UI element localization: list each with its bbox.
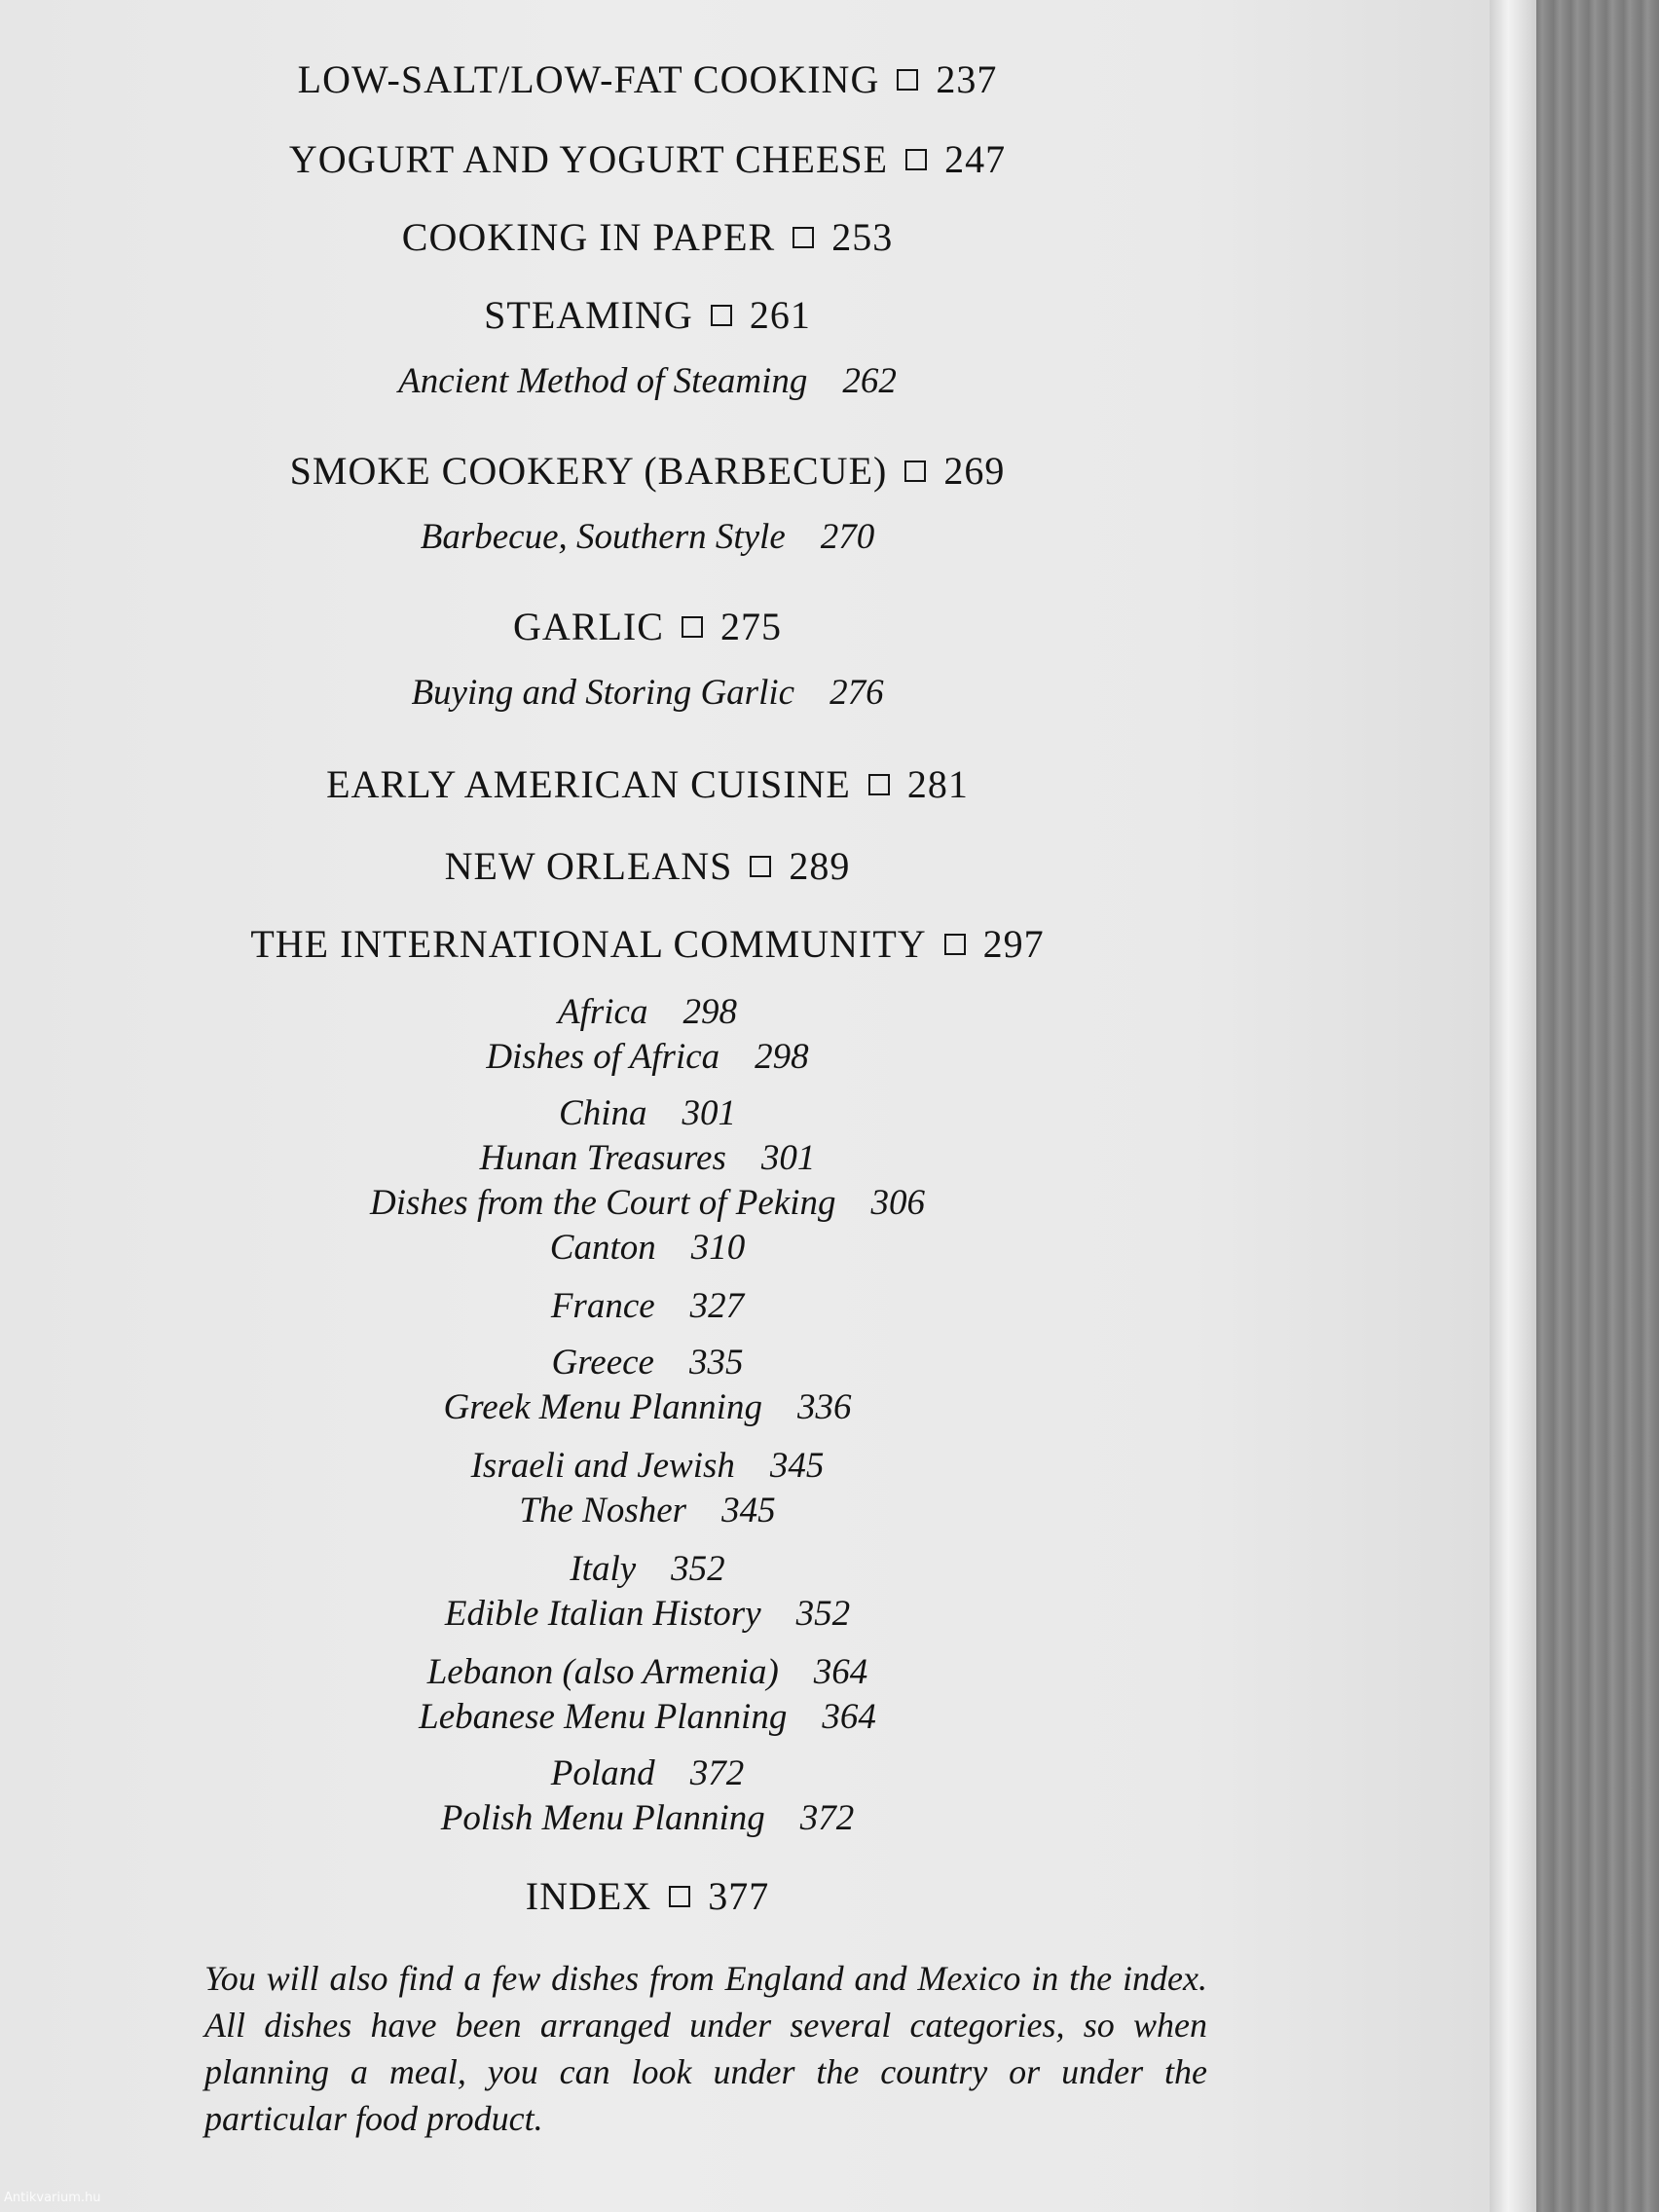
toc-subsection [0, 1593, 1295, 1635]
subsection-page: 372 [689, 1753, 745, 1793]
toc-section-low-salt [0, 56, 1295, 102]
toc-subsection [0, 1386, 1295, 1428]
subsection-title: Ancient Method of Steaming [398, 361, 808, 401]
toc-subsection [0, 360, 1295, 402]
subsection-page: 352 [671, 1549, 725, 1589]
square-bullet-icon [905, 149, 927, 170]
square-bullet-icon [750, 856, 771, 877]
section-title: STEAMING [484, 293, 693, 337]
toc-subsection [0, 1752, 1295, 1794]
subsection-page: 270 [820, 517, 875, 557]
section-page: 269 [943, 449, 1006, 493]
toc-subsection [0, 1797, 1295, 1839]
subsection-title: Africa [558, 992, 648, 1032]
section-page: 275 [719, 605, 782, 648]
section-page: 261 [749, 293, 811, 337]
toc-subsection [0, 1227, 1295, 1269]
index-note: You will also find a few dishes from England and Mexico in the index. All dishes have been arranged under several categories, so when planning a meal, you can look under the country or under the particular food product. [204, 1959, 1207, 2138]
toc-subsection [0, 1137, 1295, 1179]
section-title: YOGURT AND YOGURT CHEESE [288, 137, 889, 181]
toc-subsection [0, 1651, 1295, 1693]
watermark: Antikvarium.hu [4, 2191, 101, 2205]
toc-section-garlic [0, 604, 1295, 649]
toc-section-international [0, 921, 1295, 967]
section-page: 377 [708, 1874, 770, 1918]
subsection-page: 327 [689, 1286, 745, 1326]
subsection-page: 364 [813, 1652, 868, 1692]
subsection-page: 301 [682, 1093, 736, 1133]
square-bullet-icon [682, 616, 703, 638]
section-page: 297 [982, 922, 1045, 966]
toc-subsection [0, 1696, 1295, 1738]
section-title: THE INTERNATIONAL COMMUNITY [250, 922, 927, 966]
section-page: 237 [936, 57, 998, 101]
subsection-title: Buying and Storing Garlic [411, 673, 795, 713]
background-surface [1536, 0, 1659, 2212]
subsection-page: 336 [796, 1387, 852, 1427]
subsection-page: 262 [842, 361, 897, 401]
subsection-title: Israeli and Jewish [470, 1446, 735, 1486]
subsection-page: 301 [760, 1138, 816, 1178]
subsection-page: 310 [690, 1228, 746, 1268]
square-bullet-icon [868, 774, 890, 795]
toc-subsection [0, 1490, 1295, 1531]
square-bullet-icon [669, 1886, 690, 1907]
subsection-title: The Nosher [519, 1491, 687, 1530]
section-title: COOKING IN PAPER [401, 215, 776, 259]
subsection-page: 345 [769, 1446, 825, 1486]
toc-section-steaming [0, 292, 1295, 338]
subsection-title: Lebanon (also Armenia) [426, 1652, 779, 1692]
toc-subsection [0, 1182, 1295, 1224]
subsection-title: Greece [551, 1343, 654, 1382]
square-bullet-icon [711, 305, 732, 326]
section-title: GARLIC [513, 605, 664, 648]
subsection-title: Polish Menu Planning [440, 1798, 765, 1838]
subsection-title: Italy [570, 1549, 637, 1589]
subsection-title: Poland [550, 1753, 655, 1793]
toc-subsection [0, 1036, 1295, 1078]
toc-subsection [0, 672, 1295, 714]
page-edge [1490, 0, 1536, 2212]
toc-subsection [0, 516, 1295, 558]
subsection-title: China [559, 1093, 647, 1133]
toc-section-new-orleans [0, 843, 1295, 889]
section-page: 253 [831, 215, 894, 259]
section-title: EARLY AMERICAN CUISINE [326, 762, 851, 806]
subsection-page: 335 [688, 1343, 744, 1382]
subsection-page: 352 [795, 1594, 851, 1634]
square-bullet-icon [904, 461, 926, 482]
subsection-title: Barbecue, Southern Style [420, 517, 786, 557]
subsection-page: 364 [822, 1697, 876, 1737]
section-title: INDEX [525, 1874, 652, 1918]
section-title: NEW ORLEANS [444, 844, 733, 888]
toc-subsection [0, 991, 1295, 1033]
toc-section-yogurt [0, 136, 1295, 182]
subsection-title: Dishes of Africa [486, 1037, 720, 1077]
toc-subsection [0, 1285, 1295, 1327]
section-title: LOW-SALT/LOW-FAT COOKING [297, 57, 880, 101]
subsection-page: 372 [799, 1798, 855, 1838]
square-bullet-icon [793, 227, 814, 248]
section-page: 247 [944, 137, 1007, 181]
subsection-page: 298 [755, 1037, 809, 1077]
toc-section-index [0, 1873, 1295, 1919]
toc-subsection [0, 1548, 1295, 1590]
subsection-title: Lebanese Menu Planning [419, 1697, 788, 1737]
toc-subsection [0, 1092, 1295, 1134]
section-page: 281 [906, 762, 969, 806]
subsection-page: 345 [721, 1491, 776, 1530]
square-bullet-icon [944, 934, 966, 955]
subsection-title: Edible Italian History [444, 1594, 761, 1634]
toc-subsection [0, 1445, 1295, 1487]
subsection-title: Canton [549, 1228, 656, 1268]
section-title: SMOKE COOKERY (BARBECUE) [289, 449, 888, 493]
square-bullet-icon [897, 69, 918, 91]
subsection-title: France [550, 1286, 655, 1326]
toc-subsection [0, 1342, 1295, 1383]
toc-section-early-american [0, 761, 1295, 807]
toc-section-smoke-cookery [0, 448, 1295, 494]
subsection-title: Hunan Treasures [479, 1138, 726, 1178]
subsection-page: 276 [830, 673, 884, 713]
subsection-title: Greek Menu Planning [443, 1387, 762, 1427]
section-page: 289 [789, 844, 851, 888]
subsection-title: Dishes from the Court of Peking [369, 1183, 836, 1223]
toc-section-cooking-in-paper [0, 214, 1295, 260]
subsection-page: 306 [870, 1183, 926, 1223]
subsection-page: 298 [682, 992, 737, 1032]
